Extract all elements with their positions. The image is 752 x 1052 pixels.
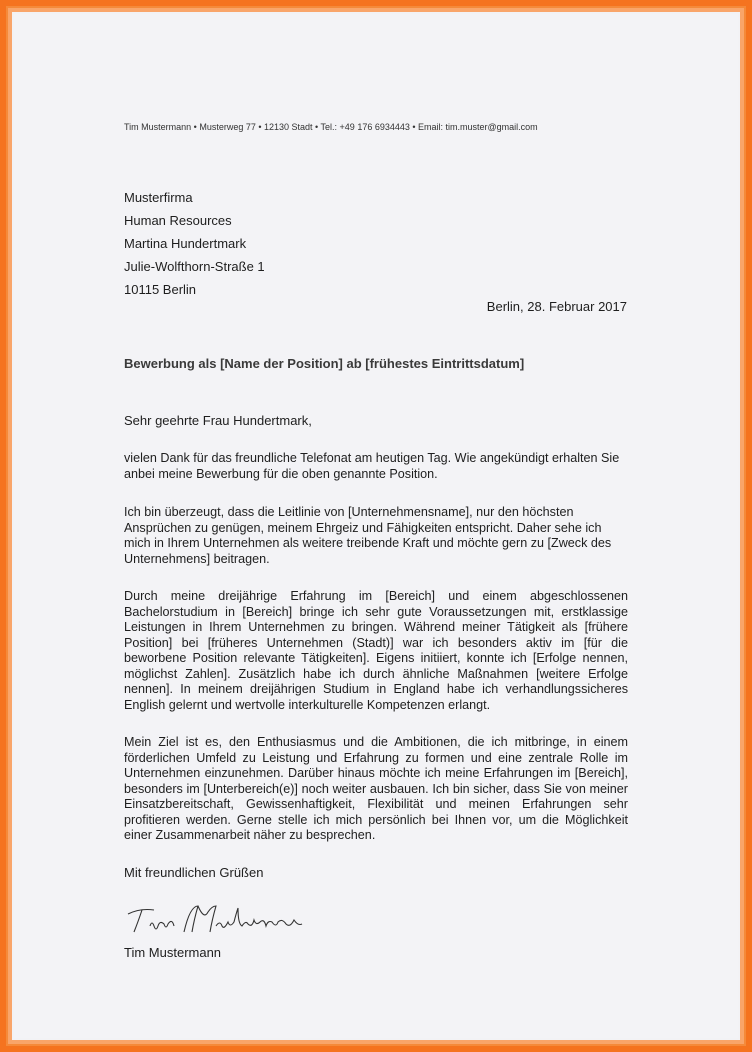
body-paragraph: Ich bin überzeugt, dass die Leitlinie von [Unternehmensname], nur den höchsten Ansprüchen zu genügen, meinem Ehrgeiz und Fähigkeiten entspricht. Daher sehe ich mich in Ihrem Unternehmen als weitere treibende Kraft und möchte gern zu [Zweck des Unternehmens] beitragen. (124, 505, 612, 566)
sender-line: Tim Mustermann • Musterweg 77 • 12130 Stadt • Tel.: +49 176 6934443 • Email: tim.muster@gmail.com (124, 122, 538, 132)
sender-name: Tim Mustermann (124, 945, 222, 960)
body-paragraph: Durch meine dreijährige Erfahrung im [Bereich] und einem abgeschlossenen Bachelorstudium in [Bereich] bringe ich sehr gute Voraussetzungen mit, erstklassige Leistungen in Ihrem Unternehmen zu bringen. Während meiner Tätigkeit als [frühere Position] bei [früheres Unternehmen (Stadt)] war ich besonders aktiv im [für die beworbene Position relevante Tätigkeiten]. Eigens initiiert, konnte ich [Erfolge nennen, möglichst Zahlen]. Zusätzlich habe ich durch ähnliche Maßnahmen [weitere Erfolge nennen]. In meinem dreijährigen Studium in England habe ich verhandlungssicheres English gelernt und wertvolle interkulturelle Kompetenzen erlangt. (124, 589, 628, 712)
salutation: Sehr geehrte Frau Hundertmark, (124, 413, 312, 428)
body-paragraph: Mein Ziel ist es, den Enthusiasmus und die Ambitionen, die ich mitbringe, in einem förderlichen Umfeld zu Leistung und Erfahrung zu formen und eine zentrale Rolle im Unternehmen einzunehmen. Darüber hinaus möchte ich meine Erfahrungen im [Bereich], besonders im [Unterbereich(e)] noch weiter ausbauen. Ich bin sicher, dass Sie von meiner Einsatzbereitschaft, Gewissenhaftigkeit, Flexibilität und meinen Erfahrungen sehr profitieren werden. Gerne stelle ich mich persönlich bei Ihnen vor, um die Möglichkeit einer Zusammenarbeit näher zu besprechen. (124, 735, 628, 842)
recipient-contact: Martina Hundertmark (124, 236, 247, 251)
body-paragraph: vielen Dank für das freundliche Telefonat am heutigen Tag. Wie angekündigt erhalten Sie anbei meine Bewerbung für die oben genannte Position. (124, 451, 620, 481)
recipient-city: 10115 Berlin (124, 282, 197, 297)
recipient-address (124, 186, 265, 301)
recipient-company: Musterfirma (124, 190, 193, 205)
closing: Mit freundlichen Grüßen (124, 865, 264, 880)
letter-subject: Bewerbung als [Name der Position] ab [frühestes Eintrittsdatum] (124, 356, 525, 371)
handwritten-signature (120, 898, 310, 938)
recipient-street: Julie-Wolfthorn-Straße 1 (124, 259, 265, 274)
recipient-department: Human Resources (124, 213, 232, 228)
letter-date: Berlin, 28. Februar 2017 (486, 299, 627, 314)
